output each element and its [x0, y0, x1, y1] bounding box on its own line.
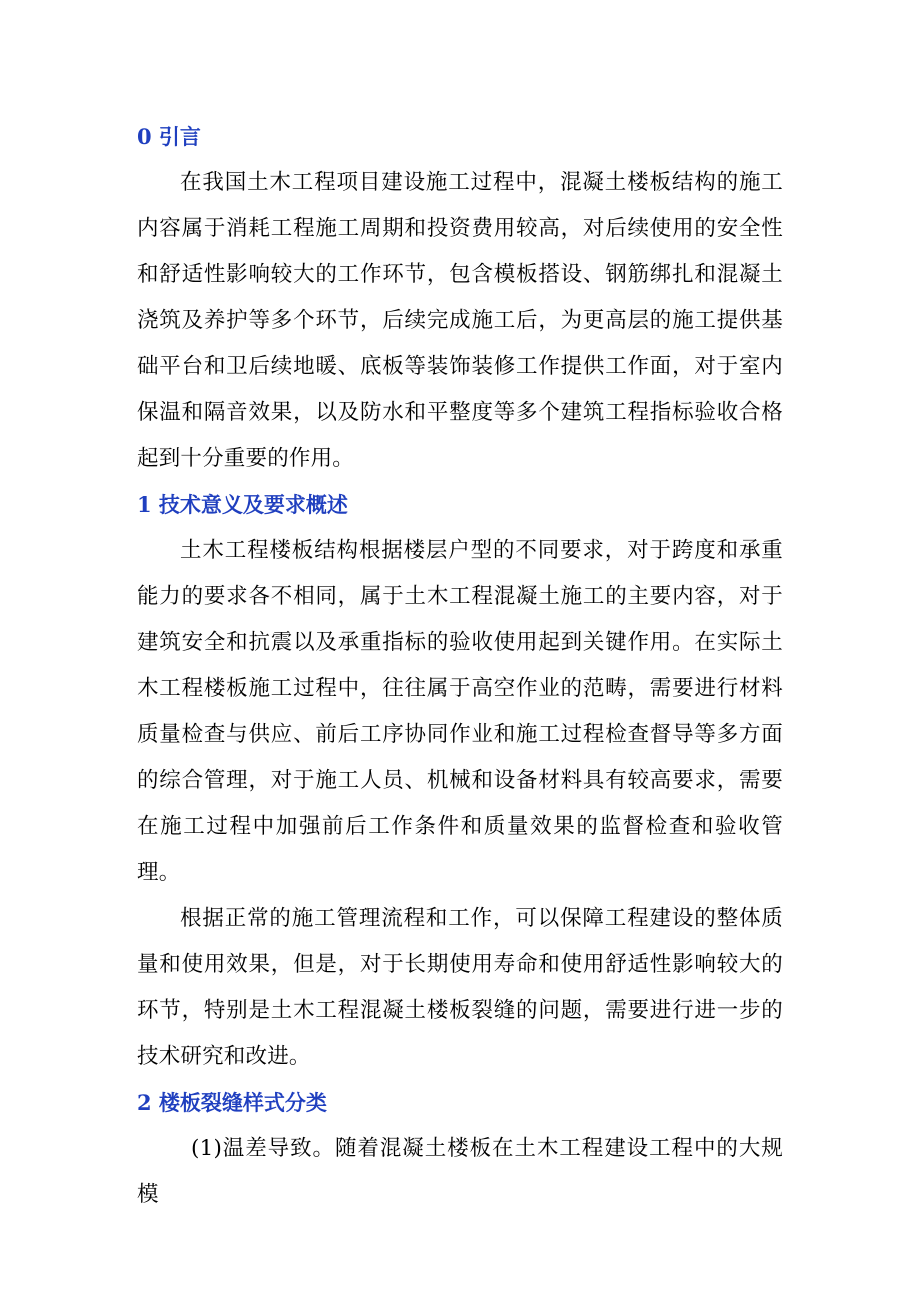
- paragraph-temperature-difference: (1)温差导致。随着混凝土楼板在土木工程建设工程中的大规模: [137, 1136, 783, 1207]
- section-heading-crack-classification: 2 楼板裂缝样式分类: [137, 1090, 327, 1115]
- section-heading-introduction: 0 引言: [137, 124, 201, 149]
- document-body: [137, 114, 783, 1218]
- section-heading-technical-significance: 1 技术意义及要求概述: [137, 492, 348, 517]
- paragraph-construction-management: 根据正常的施工管理流程和工作，可以保障工程建设的整体质量和使用效果，但是，对于长期使用寿命和使用舒适性影响较大的环节，特别是土木工程混凝土楼板裂缝的问题，需要进行进一步的技术研究和改进。: [137, 906, 783, 1069]
- paragraph-introduction: 在我国土木工程项目建设施工过程中，混凝土楼板结构的施工内容属于消耗工程施工周期和投资费用较高，对后续使用的安全性和舒适性影响较大的工作环节，包含模板搭设、钢筋绑扎和混凝土浇筑及养护等多个环节，后续完成施工后，为更高层的施工提供基础平台和卫后续地暖、底板等装饰装修工作提供工作面，对于室内保温和隔音效果，以及防水和平整度等多个建筑工程指标验收合格起到十分重要的作用。: [137, 170, 783, 471]
- paragraph-technical-requirements: 土木工程楼板结构根据楼层户型的不同要求，对于跨度和承重能力的要求各不相同，属于土木工程混凝土施工的主要内容，对于建筑安全和抗震以及承重指标的验收使用起到关键作用。在实际土木工程楼板施工过程中，往往属于高空作业的范畴，需要进行材料质量检查与供应、前后工序协同作业和施工过程检查督导等多方面的综合管理，对于施工人员、机械和设备材料具有较高要求，需要在施工过程中加强前后工作条件和质量效果的监督检查和验收管理。: [137, 538, 783, 885]
